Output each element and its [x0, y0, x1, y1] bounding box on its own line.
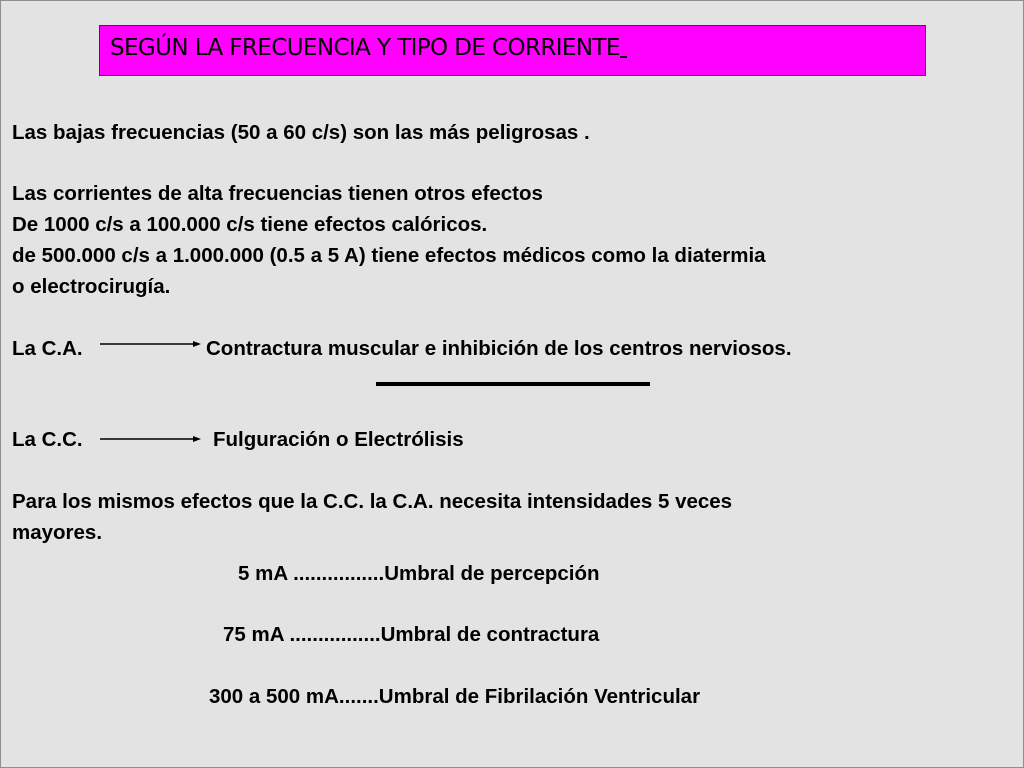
title-underline: [620, 55, 627, 58]
cc-label: La C.C.: [12, 428, 83, 451]
comparison-text: Para los mismos efectos que la C.C. la C.A. necesita intensidades 5 veces: [12, 490, 733, 513]
high-frequency-intro-text: Las corrientes de alta frecuencias tienen otros efectos: [12, 182, 543, 205]
ca-label: La C.A.: [12, 337, 83, 360]
cc-effect-text: Fulguración o Electrólisis: [213, 428, 464, 451]
ca-arrow-icon: [100, 338, 202, 350]
threshold-perception: 5 mA ................Umbral de percepción: [238, 562, 600, 585]
low-frequency-text: Las bajas frecuencias (50 a 60 c/s) son las más peligrosas .: [12, 121, 590, 144]
medical-effects-text-continued: o electrocirugía.: [12, 275, 171, 298]
cc-arrow-icon: [100, 433, 202, 445]
comparison-text-continued: mayores.: [12, 521, 103, 544]
caloric-effects-text: De 1000 c/s a 100.000 c/s tiene efectos calóricos.: [12, 213, 488, 236]
medical-effects-text: de 500.000 c/s a 1.000.000 (0.5 a 5 A) tiene efectos médicos como la diatermia: [12, 244, 766, 267]
ca-effect-text: Contractura muscular e inhibición de los centros nerviosos.: [206, 337, 792, 360]
title-text: [110, 35, 627, 61]
threshold-fibrillation: 300 a 500 mA.......Umbral de Fibrilación Ventricular: [209, 685, 701, 708]
threshold-contraction: 75 mA ................Umbral de contractura: [223, 623, 600, 646]
title-label: SEGÚN LA FRECUENCIA Y TIPO DE CORRIENTE: [110, 35, 620, 61]
title-box: [99, 25, 926, 76]
divider-line: [376, 382, 650, 386]
